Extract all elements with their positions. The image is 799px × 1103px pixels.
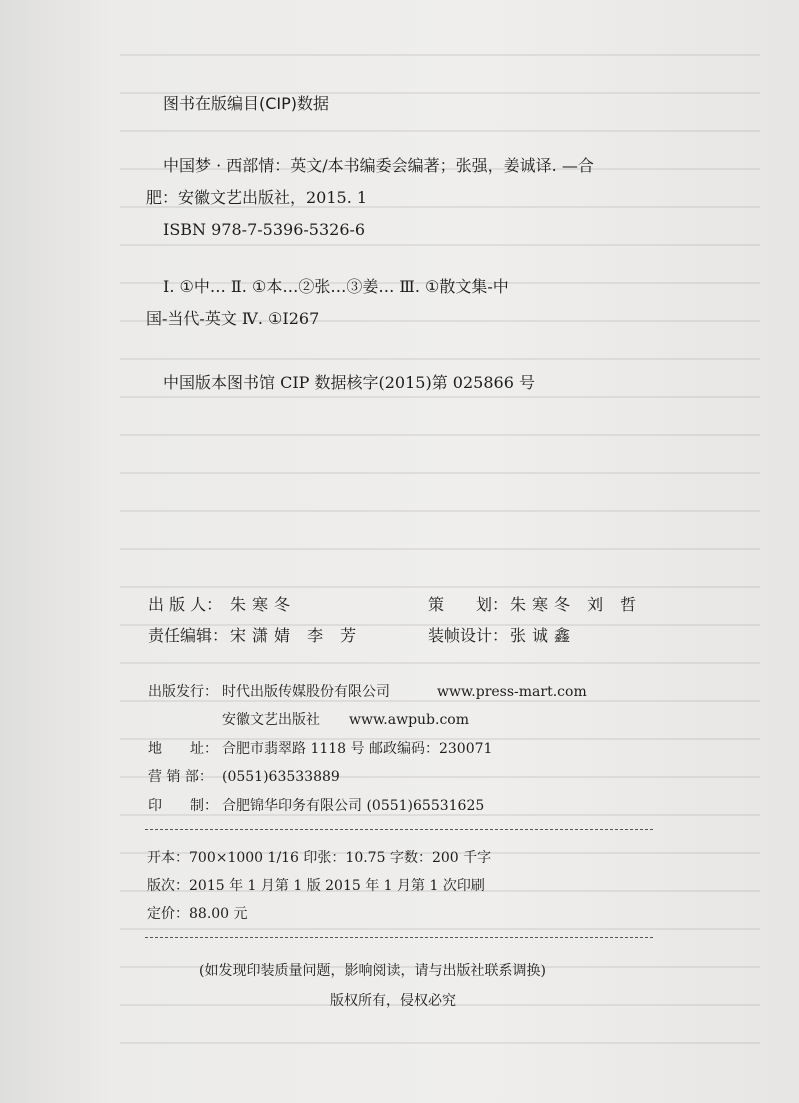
copyright-notice: 版权所有，侵权必究: [330, 993, 456, 1009]
distributor-label: 出版发行：: [148, 684, 218, 700]
quality-notice: (如发现印装质量问题，影响阅读，请与出版社联系调换): [199, 963, 546, 979]
distributor-url: www.press-mart.com: [437, 684, 587, 700]
address-label: 地 址：: [148, 741, 218, 757]
publisher-person: 朱寒冬: [230, 595, 297, 614]
cip-line-1: 中国梦 · 西部情：英文/本书编委会编著；张强，姜诚译. —合: [163, 156, 594, 175]
publisher-person-label: 出 版 人：: [148, 595, 223, 614]
designer-label: 装帧设计：: [428, 626, 509, 645]
price: 定价：88.00 元: [147, 906, 248, 922]
divider-bottom: [145, 937, 653, 938]
cip-isbn: ISBN 978-7-5396-5326-6: [163, 220, 366, 239]
printer: 合肥锦华印务有限公司 (0551)65531625: [222, 798, 485, 814]
format-spec: 开本：700×1000 1/16 印张：10.75 字数：200 千字: [147, 850, 492, 866]
publisher-url: www.awpub.com: [349, 712, 470, 728]
distributor: 时代出版传媒股份有限公司: [222, 684, 390, 700]
sales-phone: (0551)63533889: [222, 769, 340, 785]
planner: 朱寒冬 刘 哲: [510, 595, 643, 614]
cip-heading: 图书在版编目(CIP)数据: [163, 94, 330, 113]
designer: 张诚鑫: [510, 626, 577, 645]
editor: 宋潇婧 李 芳: [230, 626, 363, 645]
printer-label: 印 制：: [148, 798, 218, 814]
cip-line-2: 肥：安徽文艺出版社，2015. 1: [146, 188, 368, 207]
edition-spec: 版次：2015 年 1 月第 1 版 2015 年 1 月第 1 次印刷: [147, 878, 485, 894]
address: 合肥市翡翠路 1118 号 邮政编码：230071: [222, 741, 493, 757]
cip-classification-1: Ⅰ. ①中… Ⅱ. ①本…②张…③姜… Ⅲ. ①散文集-中: [163, 277, 509, 296]
editor-label: 责任编辑：: [148, 626, 229, 645]
cip-classification-2: 国-当代-英文 Ⅳ. ①I267: [146, 309, 320, 328]
sales-label: 营 销 部：: [148, 769, 213, 785]
cip-number: 中国版本图书馆 CIP 数据核字(2015)第 025866 号: [163, 373, 535, 392]
planner-label: 策 划：: [428, 595, 509, 614]
publisher: 安徽文艺出版社: [222, 712, 320, 728]
